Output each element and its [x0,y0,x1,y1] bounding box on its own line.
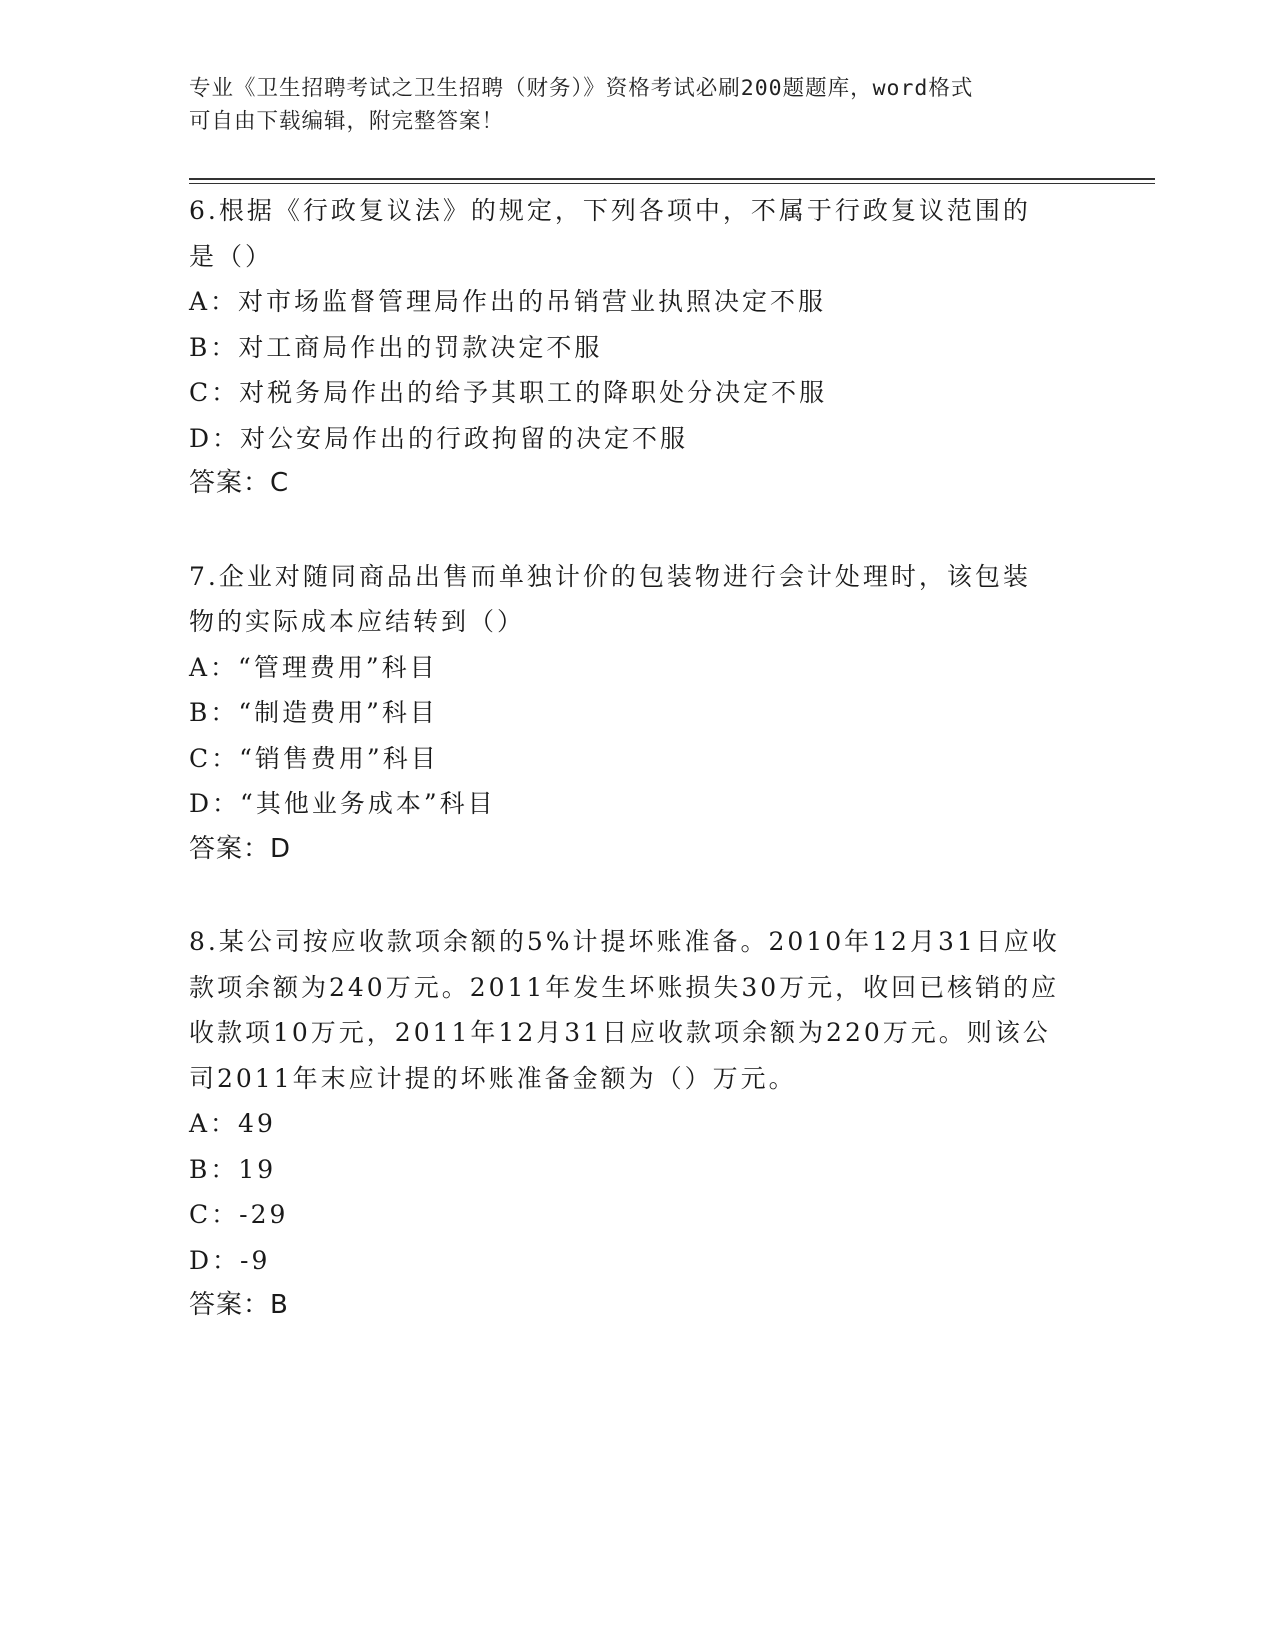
question-text-line: 8.某公司按应收款项余额的5%计提坏账准备。2010年12月31日应收 [189,927,1060,956]
option-a: A：对市场监督管理局作出的吊销营业执照决定不服 [189,287,827,316]
question-7 [189,554,1089,873]
question-text-line: 物的实际成本应结转到（） [189,607,526,636]
header-line-1: 专业《卫生招聘考试之卫生招聘（财务）》资格考试必刷200题题库，word格式 [189,76,974,101]
option-d: D：对公安局作出的行政拘留的决定不服 [189,423,689,453]
option-b: B：19 [189,1154,277,1184]
header-divider [189,178,1155,180]
question-text-line: 司2011年末应计提的坏账准备金额为（）万元。 [189,1063,797,1093]
option-d: D：“其他业务成本”科目 [189,789,496,818]
header-divider-thin [189,183,1155,184]
question-6 [189,188,1089,507]
question-8 [189,919,1089,1329]
question-text-line: 6.根据《行政复议法》的规定，下列各项中，不属于行政复议范围的 [189,196,1031,225]
answer-label: 答案：B [189,1290,289,1320]
question-text-line: 7.企业对随同商品出售而单独计价的包装物进行会计处理时，该包装 [189,561,1031,591]
option-b: B：“制造费用”科目 [189,698,438,727]
option-d: D：-9 [189,1245,271,1275]
page-header [189,72,1089,138]
option-c: C：“销售费用”科目 [189,743,439,773]
answer-label: 答案：C [189,468,290,498]
answer-label: 答案：D [189,833,292,864]
header-line-2: 可自由下载编辑，附完整答案！ [189,109,505,134]
question-list [189,188,1089,1376]
option-a: A：49 [189,1109,276,1138]
question-text-line: 收款项10万元，2011年12月31日应收款项余额为220万元。则该公 [189,1018,1051,1047]
question-text-line: 是（） [189,241,274,271]
option-a: A：“管理费用”科目 [189,652,438,682]
option-b: B：对工商局作出的罚款决定不服 [189,332,603,362]
option-c: C：-29 [189,1200,289,1229]
question-text-line: 款项余额为240万元。2011年发生坏账损失30万元，收回已核销的应 [189,972,1060,1002]
option-c: C：对税务局作出的给予其职工的降职处分决定不服 [189,378,828,407]
